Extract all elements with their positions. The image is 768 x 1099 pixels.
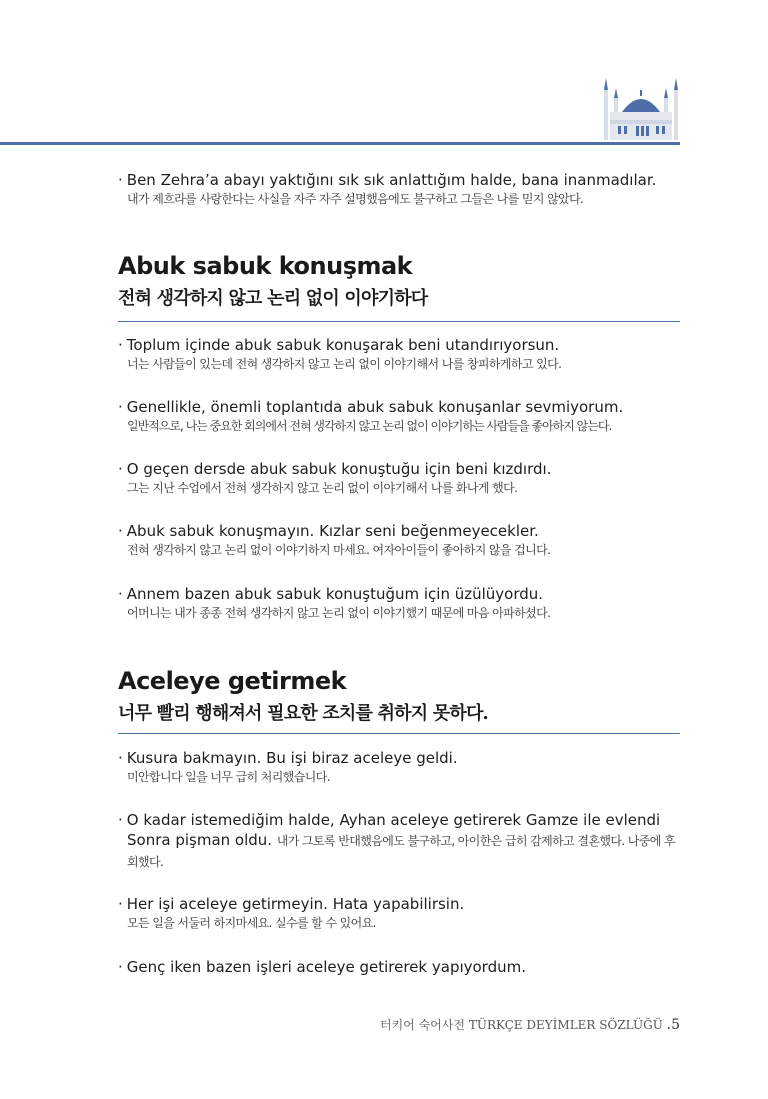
example-turkish: O geçen dersde abuk sabuk konuştuğu için beni kızdırdı. [126,460,552,478]
section-divider [118,321,680,322]
example-turkish: Kusura bakmayın. Bu işi biraz aceleye geldi. [126,749,458,767]
example-turkish: Annem bazen abuk sabuk konuştuğum için üzülüyordu. [126,585,544,603]
example-turkish: O kadar istemediğim halde, Ayhan aceleye getirerek Gamze ile evlendi Sonra pişman oldu. [126,811,661,849]
example-turkish: Genç iken bazen işleri aceleye getirerek yapıyordum. [126,958,526,976]
idiom-title: Abuk sabuk konuşmak [118,252,413,280]
example-korean: 어머니는 내가 종종 전혀 생각하지 않고 논리 없이 이야기했기 때문에 마음 아파하셨다. [127,606,551,620]
book-title: 터키어 숙어사전 TÜRKÇE DEYİMLER SÖZLÜĞÜ [380,1018,663,1032]
list-item: · Ben Zehra’a abayı yaktığını sık sık anlattığım halde, bana inanmadılar. 내가 제흐라를 사랑한다는 사실을 자주 자주 설명했음에도 불구하고 그들은 나를 믿지 않았다. [118,170,680,209]
list-item: · Genç iken bazen işleri aceleye getirerek yapıyordum. [118,958,526,976]
list-item: · Her işi aceleye getirmeyin. Hata yapabilirsin. 모든 일을 서둘러 하지마세요. 실수를 할 수 있어요. [118,894,680,933]
header-rule [0,142,680,145]
example-turkish: Genellikle, önemli toplantıda abuk sabuk konuşanlar sevmiyorum. [126,398,624,416]
page-footer [360,1016,680,1033]
example-korean: 내가 그토록 반대했음에도 불구하고, 아이한은 급히 감제하고 결혼했다. 나중에 후회했다. [127,834,675,869]
example-korean: 미안합니다 일을 너무 급히 처리했습니다. [127,770,330,784]
list-item: · Genellikle, önemli toplantıda abuk sabuk konuşanlar sevmiyorum. 일반적으로, 나는 중요한 회의에서 전혀 생각하지 않고 논리 없이 이야기하는 사람들을 좋아하지 않는다. [118,397,680,436]
example-korean: 일반적으로, 나는 중요한 회의에서 전혀 생각하지 않고 논리 없이 이야기하는 사람들을 좋아하지 않는다. [127,419,612,433]
list-item: · Abuk sabuk konuşmayın. Kızlar seni beğenmeyecekler. 전혀 생각하지 않고 논리 없이 이야기하지 마세요. 여자아이들이 좋아하지 않을 겁니다. [118,521,680,560]
example-turkish: Toplum içinde abuk sabuk konuşarak beni utandırıyorsun. [126,336,560,354]
idiom-title: Aceleye getirmek [118,667,347,695]
example-turkish: Abuk sabuk konuşmayın. Kızlar seni beğenmeyecekler. [126,522,539,540]
idiom-meaning: 너무 빨리 행해져서 필요한 조치를 취하지 못하다. [118,703,489,724]
list-item: · O geçen dersde abuk sabuk konuştuğu için beni kızdırdı. 그는 지난 수업에서 전혀 생각하지 않고 논리 없이 이야기해서 나를 화나게 했다. [118,459,680,498]
example-korean: 내가 제흐라를 사랑한다는 사실을 자주 자주 설명했음에도 불구하고 그들은 나를 믿지 않았다. [127,192,584,206]
example-korean: 너는 사람들이 있는데 전혀 생각하지 않고 논리 없이 이야기해서 나를 창피하게하고 있다. [127,357,562,371]
list-item: · O kadar istemediğim halde, Ayhan aceleye getirerek Gamze ile evlendi Sonra pişman oldu. 내가 그토록 반대했음에도 불구하고, 아이한은 급히 감제하고 결혼했다. 나중에 후회했다. [118,811,675,869]
example-turkish: Her işi aceleye getirmeyin. Hata yapabilirsin. [126,895,465,913]
example-korean: 그는 지난 수업에서 전혀 생각하지 않고 논리 없이 이야기해서 나를 화나게 했다. [127,481,518,495]
section-divider [118,733,680,734]
list-item: · Annem bazen abuk sabuk konuştuğum için üzülüyordu. 어머니는 내가 종종 전혀 생각하지 않고 논리 없이 이야기했기 때문에 마음 아파하셨다. [118,584,680,623]
example-korean: 전혀 생각하지 않고 논리 없이 이야기하지 마세요. 여자아이들이 좋아하지 않을 겁니다. [127,543,551,557]
idiom-meaning: 전혀 생각하지 않고 논리 없이 이야기하다 [118,288,428,309]
page-number: .5 [666,1017,680,1033]
example-turkish: Ben Zehra’a abayı yaktığını sık sık anlattığım halde, bana inanmadılar. [126,171,657,189]
example-korean: 모든 일을 서둘러 하지마세요. 실수를 할 수 있어요. [127,916,376,930]
list-item: · Toplum içinde abuk sabuk konuşarak beni utandırıyorsun. 너는 사람들이 있는데 전혀 생각하지 않고 논리 없이 이야기해서 나를 창피하게하고 있다. [118,335,680,374]
list-item: · Kusura bakmayın. Bu işi biraz aceleye geldi. 미안합니다 일을 너무 급히 처리했습니다. [118,748,680,787]
mosque-icon [600,76,682,144]
